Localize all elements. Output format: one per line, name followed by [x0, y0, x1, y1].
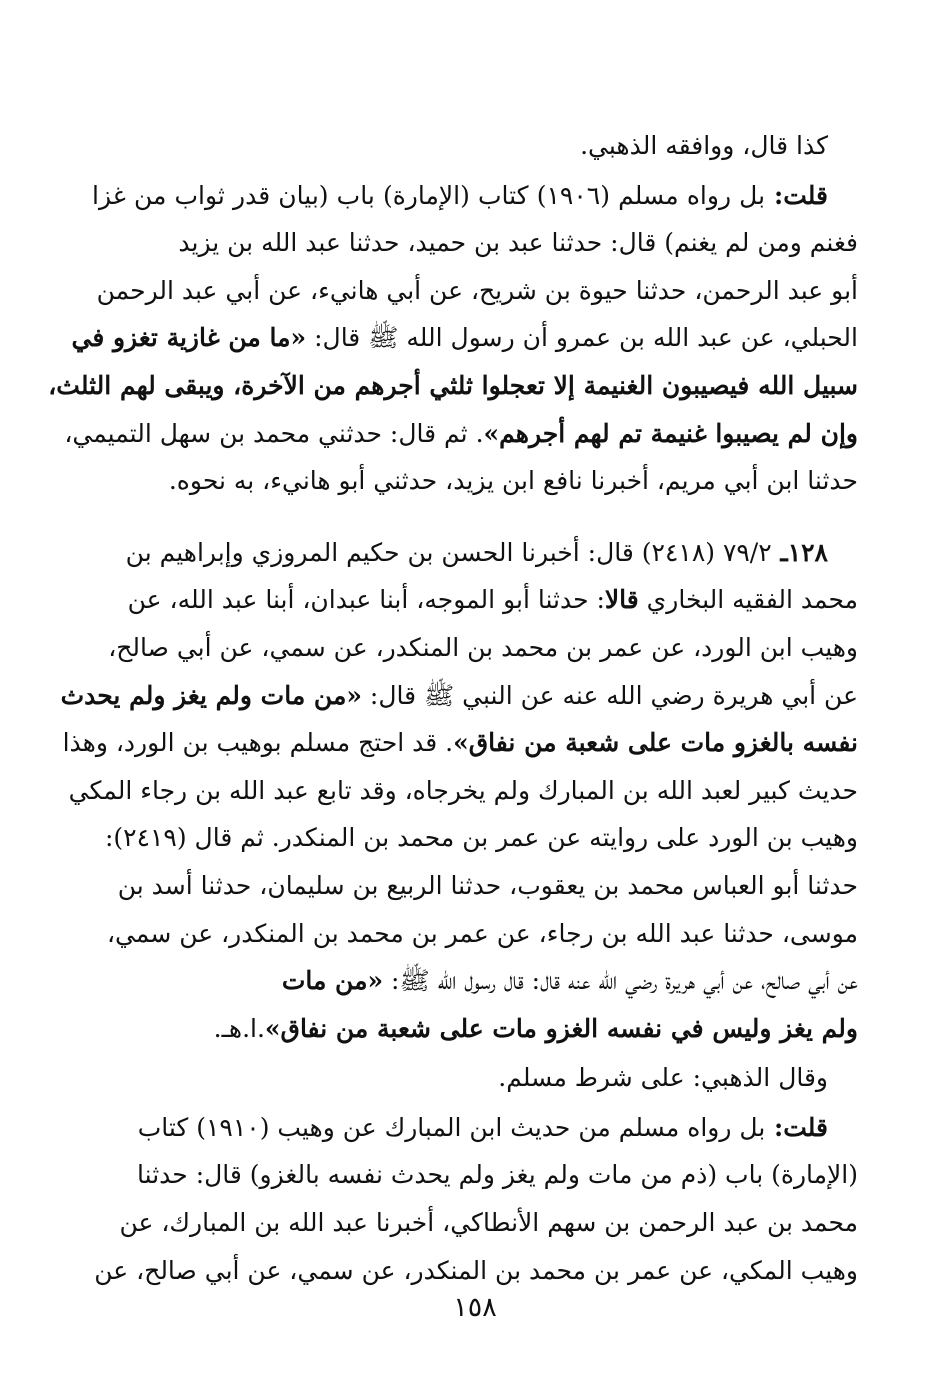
- paragraph-hadith-128: [60, 529, 858, 1053]
- text-line: سبيل الله فيصيبون الغنيمة إلا تعجلوا ثلثي أجرهم من الآخرة، ويبقى لهم الثلث،: [48, 370, 858, 400]
- paragraph-qultu-2: [92, 1104, 858, 1294]
- text-line: (الإمارة) باب (ذم من مات ولم يغز ولم يحدث نفسه بالغزو) قال: حدثنا: [137, 1160, 858, 1190]
- text-line: وهيب المكي، عن عمر بن محمد بن المنكدر، عن سمي، عن أبي صالح، عن: [94, 1255, 858, 1285]
- text-line: محمد الفقيه البخاري قالا: حدثنا أبو الموجه، أبنا عبدان، أبنا عبد الله، عن: [127, 585, 858, 615]
- text-line: قلت: بل رواه مسلم من حديث ابن المبارك عن وهيب (١٩١٠) كتاب: [137, 1112, 828, 1142]
- text-line: ١٢٨ـ ٧٩/٢ (٢٤١٨) قال: أخبرنا الحسن بن حكيم المروزي وإبراهيم بن: [125, 537, 828, 567]
- text-line: عن أبي هريرة رضي الله عنه عن النبي ﷺ قال: «من مات ولم يغز ولم يحدث: [60, 680, 858, 710]
- text-line: وإن لم يصيبوا غنيمة تم لهم أجرهم». ثم قال: حدثني محمد بن سهل التميمي،: [64, 418, 858, 448]
- text-line: فغنم ومن لم يغنم) قال: حدثنا عبد بن حميد، حدثنا عبد الله بن يزيد: [178, 228, 858, 258]
- text-line: حدثنا ابن أبي مريم، أخبرنا نافع ابن يزيد، حدثني أبو هانيء، به نحوه.: [168, 466, 858, 496]
- text-line: حدثنا أبو العباس محمد بن يعقوب، حدثنا الربيع بن سليمان، حدثنا أسد بن: [117, 870, 858, 900]
- text-line: حديث كبير لعبد الله بن المبارك ولم يخرجاه، وقد تابع عبد الله بن رجاء المكي: [68, 775, 858, 805]
- paragraph-qultu-1: [48, 172, 858, 505]
- paragraph-dhahabi-agreement: [92, 122, 858, 170]
- text-line: محمد بن عبد الرحمن بن سهم الأنطاكي، أخبرنا عبد الله بن المبارك، عن: [119, 1208, 858, 1238]
- text-line: وهيب بن الورد على روايته عن عمر بن محمد بن المنكدر. ثم قال (٢٤١٩):: [104, 823, 858, 853]
- page-number: ١٥٨: [453, 1292, 497, 1323]
- text-line: عن أبي صالح، عن أبي هريرة رضي الله عنه قال: قال رسول الله ﷺ: «من مات: [281, 966, 858, 996]
- text-line: قلت: بل رواه مسلم (١٩٠٦) كتاب (الإمارة) باب (بيان قدر ثواب من غزا: [92, 180, 828, 210]
- text-line: نفسه بالغزو مات على شعبة من نفاق». قد احتج مسلم بوهيب بن الورد، وهذا: [62, 728, 858, 758]
- text-line: أبو عبد الرحمن، حدثنا حيوة بن شريح، عن أبي هانيء، عن أبي عبد الرحمن: [96, 275, 858, 305]
- paragraph-dhahabi-condition: [92, 1054, 858, 1102]
- text-line: موسى، حدثنا عبد الله بن رجاء، عن عمر بن محمد بن المنكدر، عن سمي،: [106, 918, 858, 948]
- hadith-number: ١٢٨ـ: [771, 537, 828, 567]
- text-line: ولم يغز وليس في نفسه الغزو مات على شعبة من نفاق».ا.هـ.: [213, 1013, 858, 1043]
- text-line: كذا قال، ووافقه الذهبي.: [580, 131, 828, 160]
- text-line: وهيب ابن الورد، عن عمر بن محمد بن المنكدر، عن سمي، عن أبي صالح،: [108, 632, 858, 662]
- text-line: وقال الذهبي: على شرط مسلم.: [498, 1063, 828, 1093]
- text-line: الحبلي، عن عبد الله بن عمرو أن رسول الله ﷺ قال: «ما من غازية تغزو في: [71, 323, 858, 353]
